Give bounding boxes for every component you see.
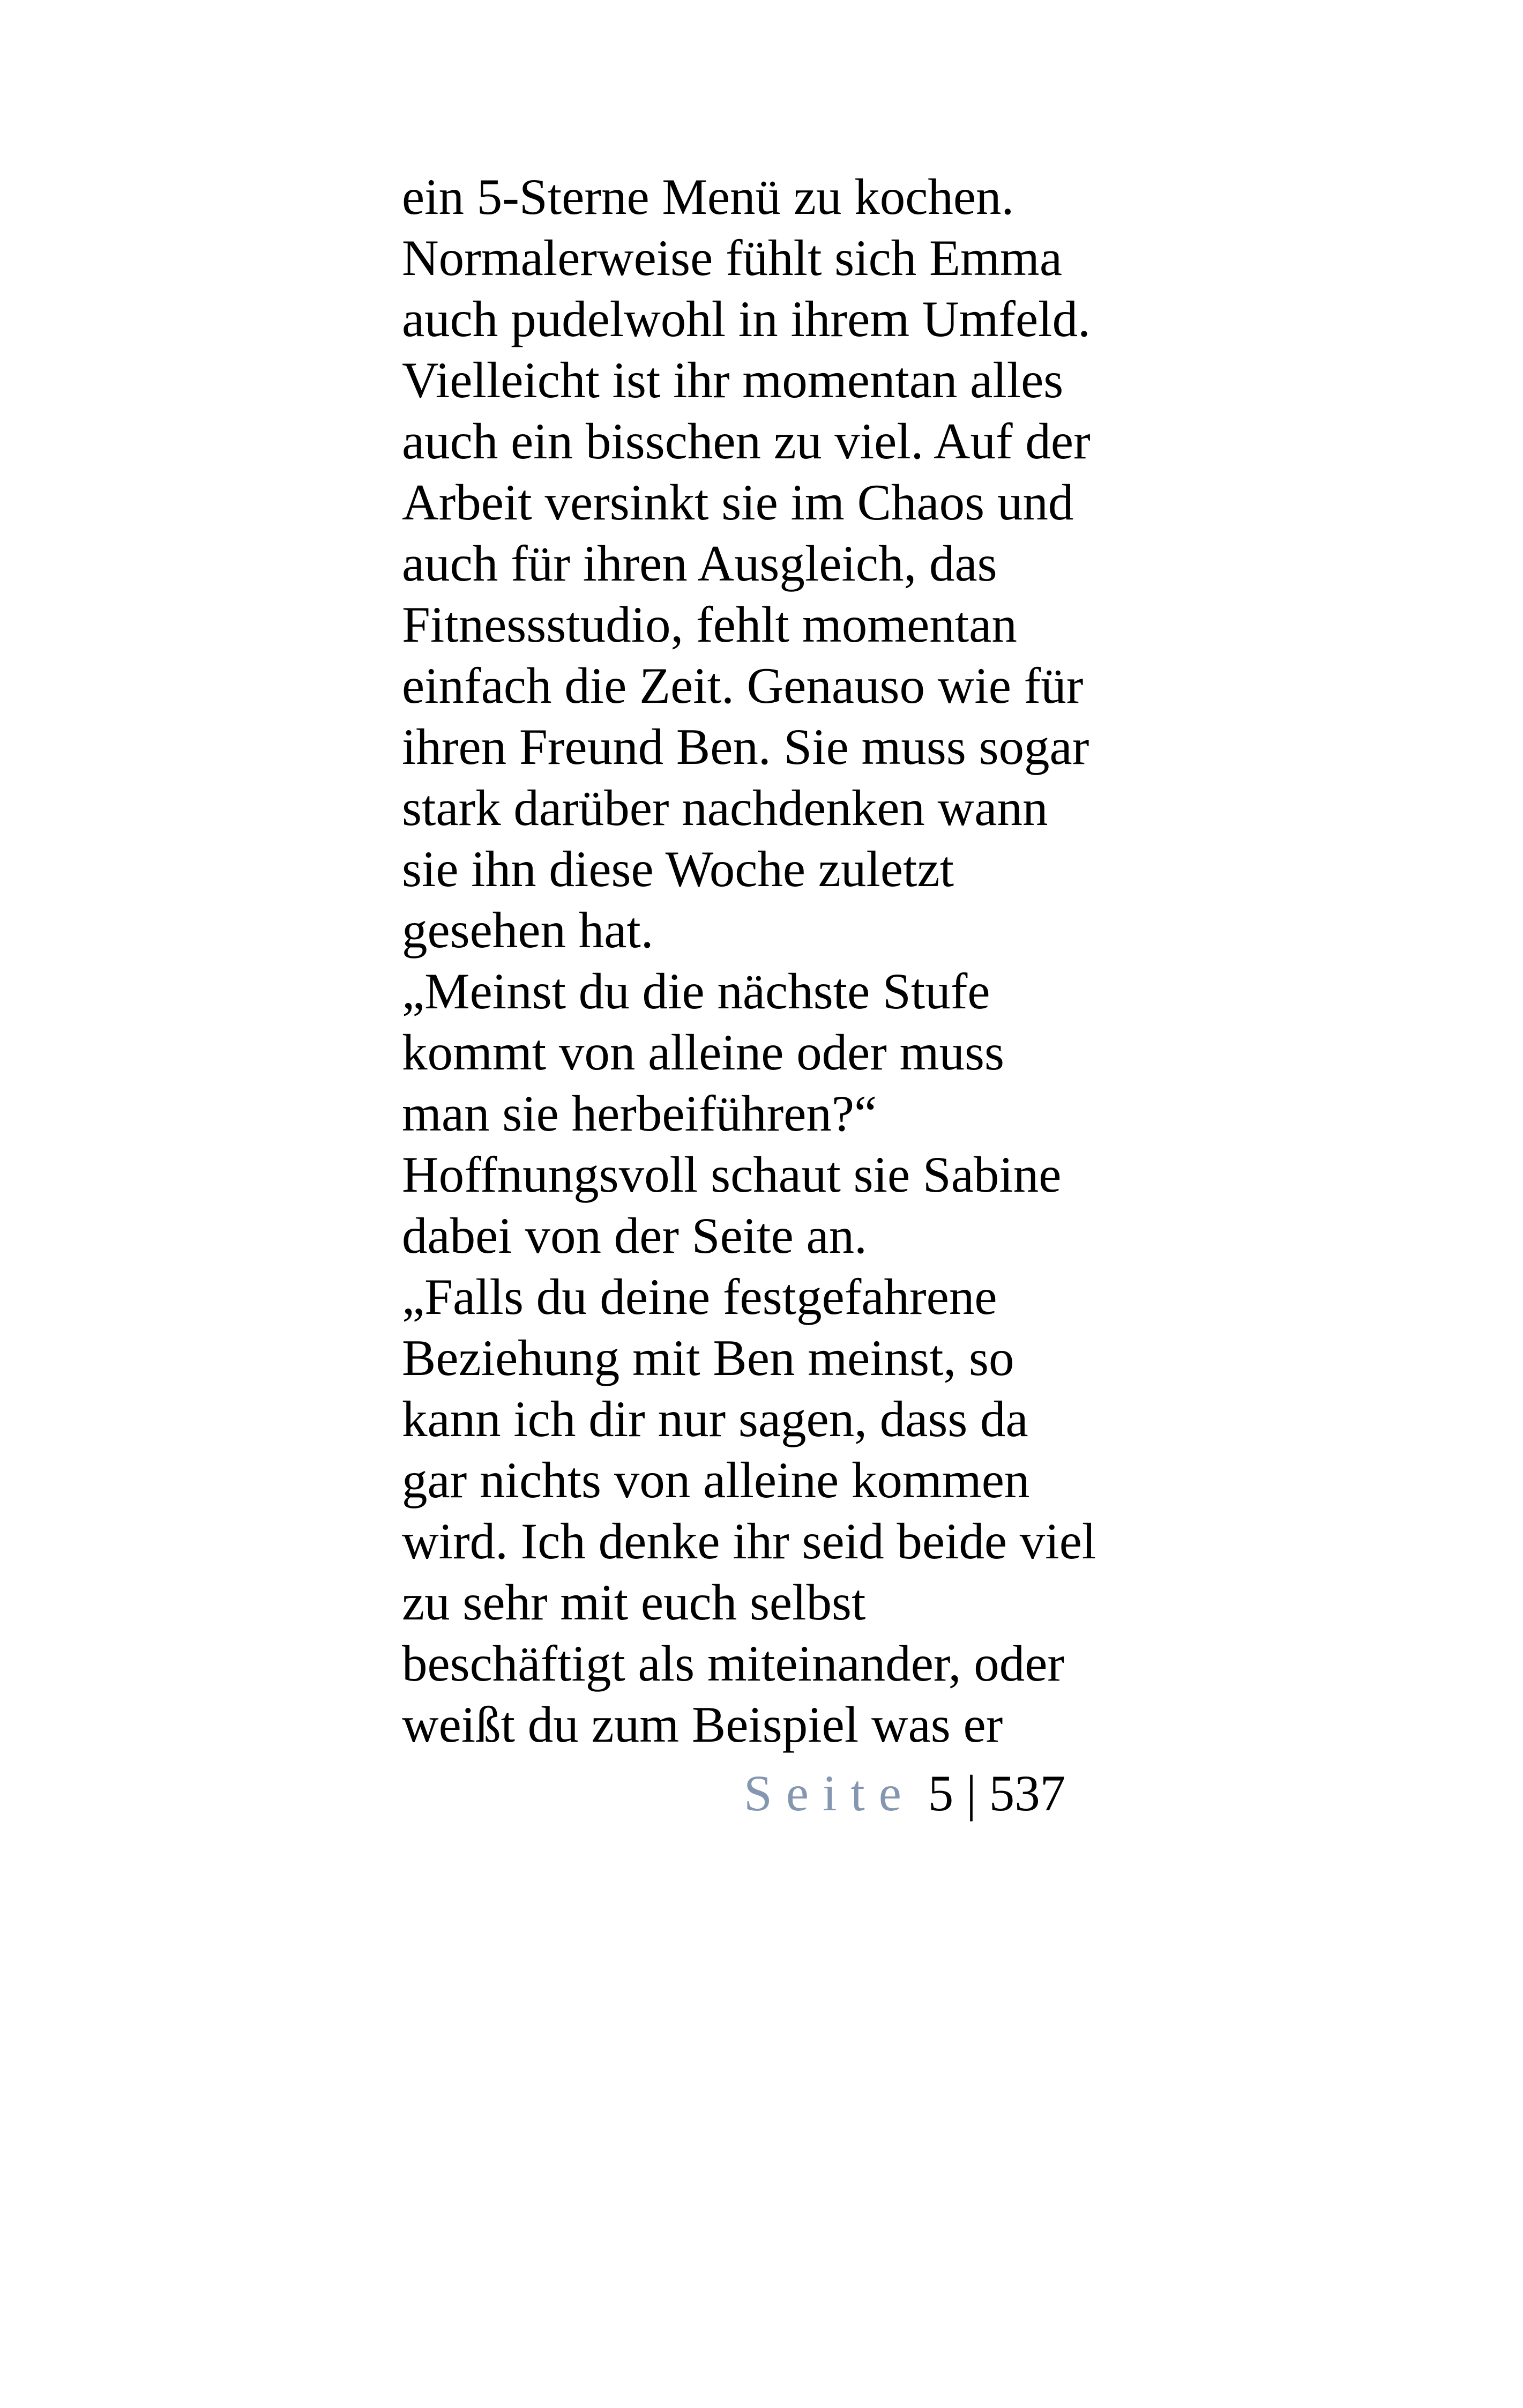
text-line: Arbeit versinkt sie im Chaos und: [402, 474, 1074, 531]
page-footer: [744, 1763, 1065, 1824]
text-line: kommt von alleine oder muss: [402, 1024, 1004, 1081]
text-line: man sie herbeiführen?“: [402, 1085, 877, 1142]
text-line: Vielleicht ist ihr momentan alles: [402, 352, 1064, 408]
text-line: ein 5-Sterne Menü zu kochen.: [402, 168, 1014, 225]
text-line: auch ein bisschen zu viel. Auf der: [402, 413, 1091, 470]
text-line: auch pudelwohl in ihrem Umfeld.: [402, 291, 1091, 347]
text-line: auch für ihren Ausgleich, das: [402, 535, 997, 592]
text-line: Fitnessstudio, fehlt momentan: [402, 596, 1017, 653]
text-line: gesehen hat.: [402, 902, 654, 958]
page-number: 5 | 537: [928, 1765, 1066, 1822]
text-line: „Meinst du die nächste Stufe: [402, 963, 990, 1020]
text-line: ihren Freund Ben. Sie muss sogar: [402, 718, 1089, 775]
text-line: Hoffnungsvoll schaut sie Sabine: [402, 1146, 1062, 1203]
text-line: einfach die Zeit. Genauso wie für: [402, 657, 1084, 714]
text-line: stark darüber nachdenken wann: [402, 779, 1048, 836]
text-line: beschäftigt als miteinander, oder: [402, 1635, 1065, 1692]
text-line: „Falls du deine festgefahrene: [402, 1268, 997, 1325]
page-label: Seite: [744, 1765, 915, 1822]
text-line: dabei von der Seite an.: [402, 1207, 867, 1264]
text-line: sie ihn diese Woche zuletzt: [402, 841, 954, 897]
text-line: weißt du zum Beispiel was er: [402, 1696, 1003, 1753]
text-line: wird. Ich denke ihr seid beide viel: [402, 1513, 1096, 1570]
text-line: Normalerweise fühlt sich Emma: [402, 229, 1062, 286]
text-line: zu sehr mit euch selbst: [402, 1574, 866, 1631]
text-line: kann ich dir nur sagen, dass da: [402, 1391, 1028, 1447]
body-text: [402, 166, 1163, 1755]
text-line: gar nichts von alleine kommen: [402, 1452, 1030, 1508]
text-line: Beziehung mit Ben meinst, so: [402, 1329, 1014, 1386]
